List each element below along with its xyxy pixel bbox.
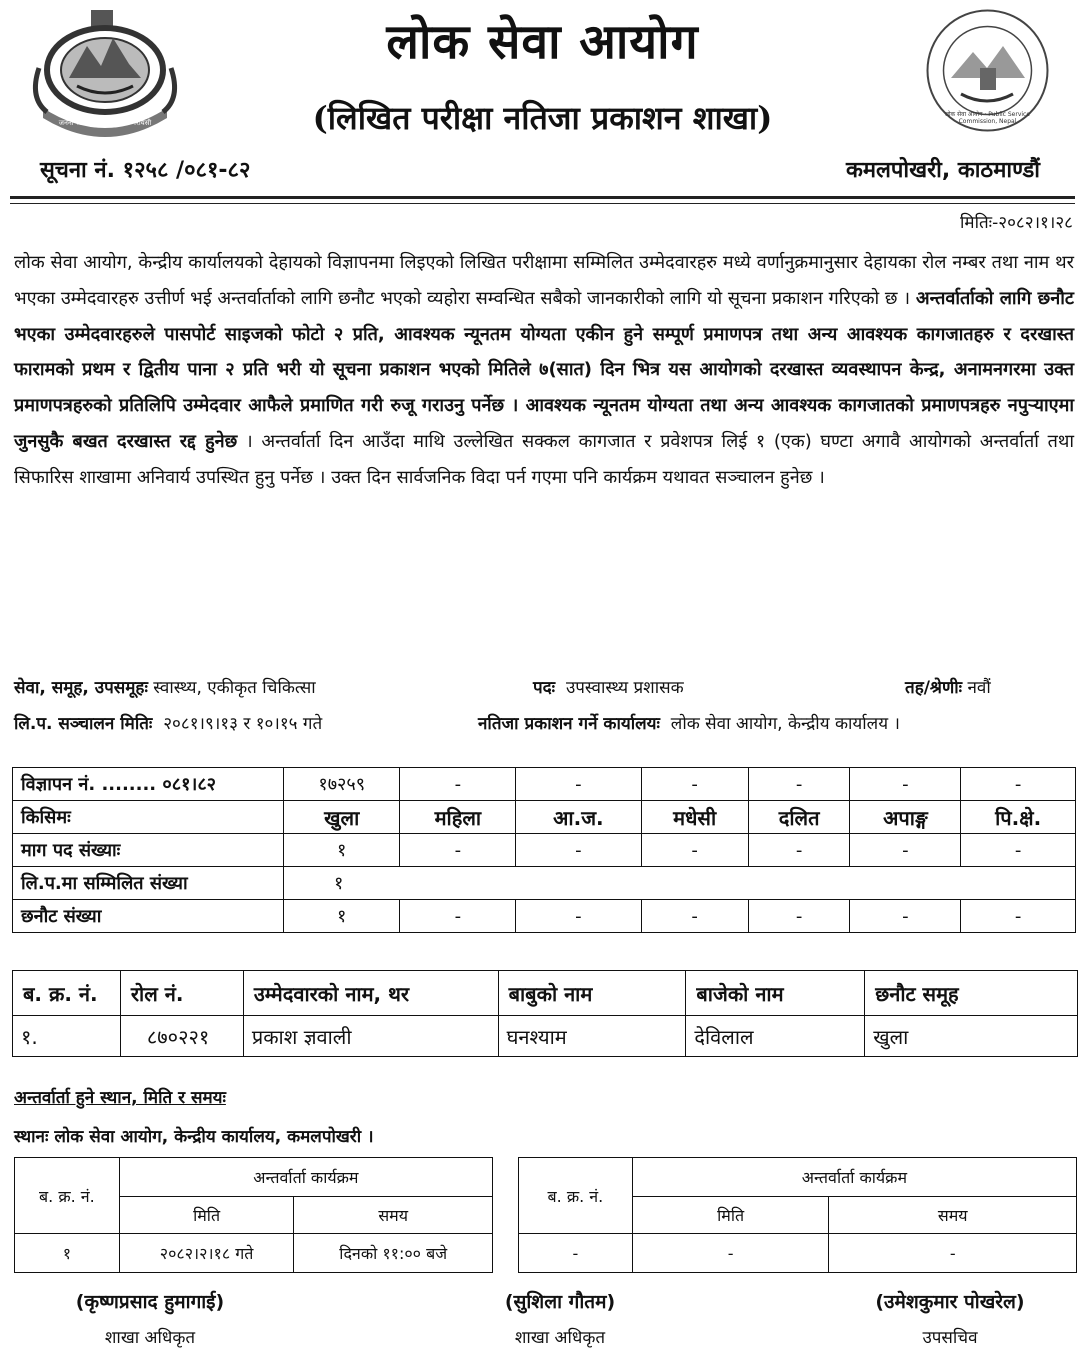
signatory-name: (कृष्णप्रसाद हुमागाई) [75, 1291, 225, 1313]
body-paragraph-instructions: । अन्तर्वार्ता दिन आउँदा माथि उल्लेखित सक्कल कागजात र प्रवेशपत्र लिई १ (एक) घण्टा अगावै आयोगको अन्तर्वार्ता तथा सिफारिस शाखामा अनिवार्य उपस्थित हुनु पर्नेछ । उक्त दिन सार्वजनिक विदा पर्न गएमा पनि कार्यक्रम यथावत सञ्चालन हुनेछ । [14, 430, 1074, 488]
result-cell: खुला [865, 1016, 1078, 1057]
type-label: किसिमः [13, 801, 284, 834]
result-header: रोल नं. [120, 971, 243, 1016]
post-value: उपस्वास्थ्य प्रशासक [565, 678, 684, 698]
attended-row [13, 867, 1076, 900]
selected-label: छनौट संख्या [13, 900, 284, 933]
office-location: कमलपोखरी, काठमाण्डौं [845, 158, 1040, 183]
exam-date-label: लि.प. सञ्चालन मितिः [14, 714, 153, 734]
header-divider [10, 196, 1075, 199]
result-cell: देविलाल [686, 1016, 865, 1057]
seal-text: लोक सेवा आयोग · Public Service Commission, Nepal [944, 111, 1031, 125]
demand-cell: - [516, 834, 641, 867]
notice-body [14, 245, 1074, 496]
adv-cell: - [748, 768, 850, 801]
type-cell: दलित [748, 801, 850, 834]
exam-date-info [14, 711, 322, 734]
demand-label: माग पद संख्याः [13, 834, 284, 867]
schedule-cell: २०८२।२।१८ गते [119, 1234, 294, 1273]
attended-cell: १ [284, 867, 1076, 900]
level-value: नवौं [967, 678, 991, 698]
adv-row [13, 768, 1076, 801]
post-info [533, 675, 684, 698]
schedule-cell: - [829, 1234, 1077, 1273]
selected-cell: - [748, 900, 850, 933]
schedule-cell: दिनको ११:०० बजे [294, 1234, 493, 1273]
schedule-cell: - [632, 1234, 829, 1273]
type-cell: अपाङ्ग [850, 801, 961, 834]
type-cell: पि.क्षे. [961, 801, 1076, 834]
adv-cell: १७२५९ [284, 768, 400, 801]
selected-cell: - [850, 900, 961, 933]
type-cell: खुला [284, 801, 400, 834]
adv-cell: - [516, 768, 641, 801]
service-value: स्वास्थ्य, एकीकृत चिकित्सा [153, 678, 316, 698]
schedule-time-header: समय [829, 1197, 1077, 1234]
venue-heading: अन्तर्वार्ता हुने स्थान, मिति र समयः [14, 1088, 226, 1108]
demand-row [13, 834, 1076, 867]
level-info [905, 675, 991, 698]
body-paragraph-requirements: अन्तर्वार्ताको लागि छनौट भएका उम्मेदवारहरुले पासपोर्ट साइजको फोटो २ प्रति, आवश्यक न्यूनतम योग्यता एकीन हुने सम्पूर्ण प्रमाणपत्र तथा अन्य आवश्यक कागजातहरु र दरखास्त फारामको प्रथम र द्वितीय पाना २ प्रति भरी यो सूचना प्रकाशन भएको मितिले ७(सात) दिन भित्र यस आयोगको दरखास्त व्यवस्थापन केन्द्र, अनामनगरमा उक्त प्रमाणपत्रहरुको प्रतिलिपि उम्मेदवार आफैले प्रमाणित गरी रुजू गराउनु पर्नेछ । आवश्यक न्यूनतम योग्यता तथा अन्य आवश्यक कागजातको प्रमाणपत्रहरु नपुर्‍याएमा जुनसुकै बखत दरखास्त रद्द हुनेछ [14, 287, 1074, 452]
demand-cell: १ [284, 834, 400, 867]
page-subtitle: (लिखित परीक्षा नतिजा प्रकाशन शाखा) [312, 99, 773, 137]
page-title: लोक सेवा आयोग [386, 14, 699, 70]
signatory-name: (सुशिला गौतम) [504, 1291, 616, 1313]
notice-number: सूचना नं. १२५८ /०८१-८२ [40, 158, 251, 183]
demand-cell: - [400, 834, 516, 867]
attended-label: लि.प.मा सम्मिलित संख्या [13, 867, 284, 900]
schedule-date-header: मिति [119, 1197, 294, 1234]
schedule-sn-header: ब. क्र. नं. [519, 1158, 633, 1234]
demand-cell: - [748, 834, 850, 867]
selected-row [13, 900, 1076, 933]
adv-cell: - [400, 768, 516, 801]
exam-date-value: २०८१।९।१३ र १०।१५ गते [163, 714, 323, 734]
schedule-cell: - [519, 1234, 633, 1273]
service-info [14, 675, 316, 698]
adv-cell: - [850, 768, 961, 801]
body-paragraph-intro: लोक सेवा आयोग, केन्द्रीय कार्यालयको देहायको विज्ञापनमा लिइएको लिखित परीक्षामा सम्मिलित उम्मेदवारहरु मध्ये वर्णानुक्रमानुसार देहायका रोल नम्बर तथा नाम थर भएका उम्मेदवारहरु उत्तीर्ण भई अन्तर्वार्ताको लागि छनौट भएको व्यहोरा सम्वन्धित सबैको जानकारीको लागि यो सूचना प्रकाशन गरिएको छ । [14, 252, 1074, 309]
signatory-name: (उमेशकुमार पोखरेल) [875, 1291, 1025, 1313]
type-cell: महिला [400, 801, 516, 834]
result-header: ब. क्र. नं. [13, 971, 121, 1016]
result-header: छनौट समूह [865, 971, 1078, 1016]
schedule-time-header: समय [294, 1197, 493, 1234]
table-row [13, 1016, 1078, 1057]
result-cell: १. [13, 1016, 121, 1057]
advertisement-table [12, 767, 1076, 933]
venue-place: स्थानः लोक सेवा आयोग, केन्द्रीय कार्यालय, कमलपोखरी । [14, 1127, 374, 1147]
schedule-cell: १ [15, 1234, 120, 1273]
result-cell: ८७०२२१ [120, 1016, 243, 1057]
signatory-title: उपसचिव [922, 1328, 978, 1348]
result-header: उम्मेदवारको नाम, थर [243, 971, 498, 1016]
schedule-table-right [518, 1157, 1077, 1273]
notice-date: मितिः-२०८२।१।२८ [960, 213, 1073, 233]
signatory-title: शाखा अधिकृत [514, 1328, 606, 1348]
post-label: पदः [533, 678, 556, 698]
signatory-title: शाखा अधिकृत [104, 1328, 196, 1348]
selected-cell: १ [284, 900, 400, 933]
demand-cell: - [641, 834, 748, 867]
schedule-program-header: अन्तर्वार्ता कार्यक्रम [632, 1158, 1076, 1197]
adv-cell: - [961, 768, 1076, 801]
demand-cell: - [961, 834, 1076, 867]
selected-cell: - [961, 900, 1076, 933]
schedule-sn-header: ब. क्र. नं. [15, 1158, 120, 1234]
schedule-date-header: मिति [632, 1197, 829, 1234]
result-header: बाजेको नाम [686, 971, 865, 1016]
selected-cell: - [641, 900, 748, 933]
result-header: बाबुको नाम [498, 971, 686, 1016]
schedule-table-left [14, 1157, 493, 1273]
header-divider-thin [10, 203, 1075, 204]
schedule-program-header: अन्तर्वार्ता कार्यक्रम [119, 1158, 492, 1197]
selected-cell: - [516, 900, 641, 933]
result-office-info [478, 711, 900, 734]
result-cell: घनश्याम [498, 1016, 686, 1057]
result-office-value: लोक सेवा आयोग, केन्द्रीय कार्यालय । [670, 714, 900, 734]
adv-cell: - [641, 768, 748, 801]
demand-cell: - [850, 834, 961, 867]
result-header-row [13, 971, 1078, 1016]
selected-cell: - [400, 900, 516, 933]
emblem-motto: जननी जन्मभूमिश्च स्वर्गादपि गरीयसी [58, 119, 152, 127]
type-cell: आ.ज. [516, 801, 641, 834]
type-row [13, 801, 1076, 834]
result-cell: प्रकाश ज्ञवाली [243, 1016, 498, 1057]
service-label: सेवा, समूह, उपसमूहः [14, 678, 148, 698]
adv-label: विज्ञापन नं. ........ ०८१।८२ [13, 768, 284, 801]
result-office-label: नतिजा प्रकाशन गर्ने कार्यालयः [478, 714, 660, 734]
type-cell: मधेसी [641, 801, 748, 834]
level-label: तह/श्रेणीः [905, 678, 963, 698]
result-table [12, 970, 1078, 1057]
